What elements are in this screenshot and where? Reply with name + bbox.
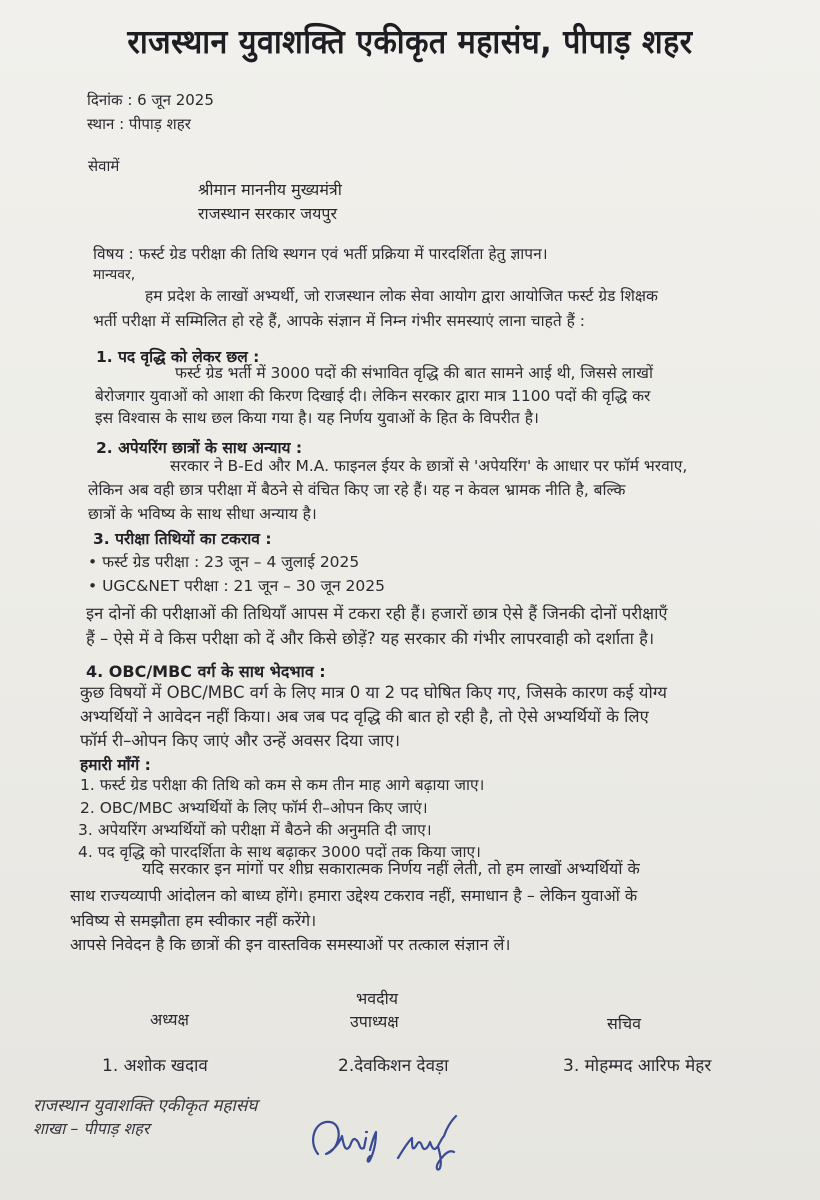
section-1-line: फर्स्ट ग्रेड भर्ती में 3000 पदों की संभावित वृद्धि की बात सामने आई थी, जिससे लाखों bbox=[175, 364, 654, 382]
greeting: मान्यवर, bbox=[93, 267, 136, 283]
date-line: दिनांक : 6 जून 2025 bbox=[87, 91, 214, 109]
addressee-line-1: श्रीमान माननीय मुख्यमंत्री bbox=[198, 180, 342, 199]
section-2-line: छात्रों के भविष्य के साथ सीधा अन्याय है। bbox=[88, 505, 317, 523]
signatory-name: 2.देवकिशन देवड़ा bbox=[338, 1056, 449, 1076]
letter-heading: राजस्थान युवाशक्ति एकीकृत महासंघ, पीपाड़ शहर bbox=[127, 22, 693, 61]
section-4-line: अभ्यर्थियों ने आवेदन नहीं किया। अब जब पद वृद्धि की बात हो रही है, तो ऐसे अभ्यर्थियों के लिए bbox=[80, 707, 649, 726]
demand-item: 1. फर्स्ट ग्रेड परीक्षा की तिथि को कम से कम तीन माह आगे बढ़ाया जाए। bbox=[80, 776, 485, 794]
closing-line: यदि सरकार इन मांगों पर शीघ्र सकारात्मक निर्णय नहीं लेती, तो हम लाखों अभ्यर्थियों के bbox=[142, 859, 640, 878]
signatory-name: 3. मोहम्मद आरिफ मेहर bbox=[563, 1056, 712, 1076]
section-2-title: 2. अपेयरिंग छात्रों के साथ अन्याय : bbox=[96, 439, 303, 457]
intro-line-1: हम प्रदेश के लाखों अभ्यर्थी, जो राजस्थान लोक सेवा आयोग द्वारा आयोजित फर्स्ट ग्रेड शिक्षक bbox=[145, 287, 658, 305]
exam-date-bullet: • फर्स्ट ग्रेड परीक्षा : 23 जून – 4 जुलाई 2025 bbox=[88, 553, 360, 571]
signatory-role: उपाध्यक्ष bbox=[350, 1012, 399, 1031]
section-3-line: इन दोनों की परीक्षाओं की तिथियाँ आपस में टकरा रही हैं। हजारों छात्र ऐसे हैं जिनकी दोनों परीक्षाएँ bbox=[86, 604, 668, 623]
handwritten-signatures bbox=[300, 1102, 500, 1182]
exam-date-bullet: • UGC&NET परीक्षा : 21 जून – 30 जून 2025 bbox=[88, 577, 385, 595]
place-line: स्थान : पीपाड़ शहर bbox=[87, 115, 191, 133]
signatory-role: अध्यक्ष bbox=[150, 1010, 189, 1029]
section-4-line: फॉर्म री–ओपन किए जाएं और उन्हें अवसर दिया जाए। bbox=[80, 731, 401, 750]
valediction: भवदीय bbox=[356, 989, 399, 1008]
section-1-line: इस विश्वास के साथ छल किया गया है। यह निर्णय युवाओं के हित के विपरीत है। bbox=[95, 409, 539, 427]
section-1-title: 1. पद वृद्धि को लेकर छल : bbox=[96, 348, 260, 366]
intro-line-2: भर्ती परीक्षा में सम्मिलित हो रहे हैं, आपके संज्ञान में निम्न गंभीर समस्याएं लाना चाहते हैं : bbox=[93, 312, 585, 330]
signature-anil bbox=[313, 1122, 376, 1162]
demand-item: 3. अपेयरिंग अभ्यर्थियों को परीक्षा में बैठने की अनुमति दी जाए। bbox=[78, 821, 432, 839]
closing-line: साथ राज्यव्यापी आंदोलन को बाध्य होंगे। हमारा उद्देश्य टकराव नहीं, समाधान है – लेकिन युवाओं के bbox=[70, 886, 638, 905]
demands-title: हमारी माँगें : bbox=[80, 756, 151, 774]
section-2-line: लेकिन अब वही छात्र परीक्षा में बैठने से वंचित किए जा रहे हैं। यह न केवल भ्रामक नीति है, बल्कि bbox=[88, 481, 626, 499]
signatory-name: 1. अशोक खदाव bbox=[102, 1056, 208, 1076]
signature-manoj bbox=[398, 1116, 456, 1170]
closing-line: आपसे निवेदन है कि छात्रों की इन वास्तविक समस्याओं पर तत्काल संज्ञान लें। bbox=[70, 935, 511, 954]
addressee-line-2: राजस्थान सरकार जयपुर bbox=[198, 204, 338, 223]
salutation-to: सेवामें bbox=[88, 157, 120, 175]
section-1-line: बेरोजगार युवाओं को आशा की किरण दिखाई दी। लेकिन सरकार द्वारा मात्र 1100 पदों की वृद्धि कर bbox=[95, 387, 651, 405]
section-2-line: सरकार ने B-Ed और M.A. फाइनल ईयर के छात्रों से 'अपेयरिंग' के आधार पर फॉर्म भरवाए, bbox=[170, 457, 688, 475]
section-3-title: 3. परीक्षा तिथियों का टकराव : bbox=[93, 530, 272, 548]
demand-item: 4. पद वृद्धि को पारदर्शिता के साथ बढ़ाकर 3000 पदों तक किया जाए। bbox=[78, 843, 481, 861]
demand-item: 2. OBC/MBC अभ्यर्थियों के लिए फॉर्म री–ओपन किए जाएं। bbox=[80, 799, 428, 817]
signatory-role: सचिव bbox=[607, 1014, 642, 1033]
closing-line: भविष्य से समझौता हम स्वीकार नहीं करेंगे। bbox=[70, 911, 317, 930]
footer-org: राजस्थान युवाशक्ति एकीकृत महासंघ bbox=[33, 1096, 258, 1116]
section-3-line: हैं – ऐसे में वे किस परीक्षा को दें और किसे छोड़ें? यह सरकार की गंभीर लापरवाही को दर्शाता है। bbox=[86, 629, 655, 648]
section-4-line: कुछ विषयों में OBC/MBC वर्ग के लिए मात्र 0 या 2 पद घोषित किए गए, जिसके कारण कई योग्य bbox=[80, 683, 667, 702]
subject-line: विषय : फर्स्ट ग्रेड परीक्षा की तिथि स्थगन एवं भर्ती प्रक्रिया में पारदर्शिता हेतु ज्ञापन। bbox=[93, 245, 548, 263]
section-4-title: 4. OBC/MBC वर्ग के साथ भेदभाव : bbox=[86, 662, 326, 681]
footer-branch: शाखा – पीपाड़ शहर bbox=[33, 1119, 150, 1138]
